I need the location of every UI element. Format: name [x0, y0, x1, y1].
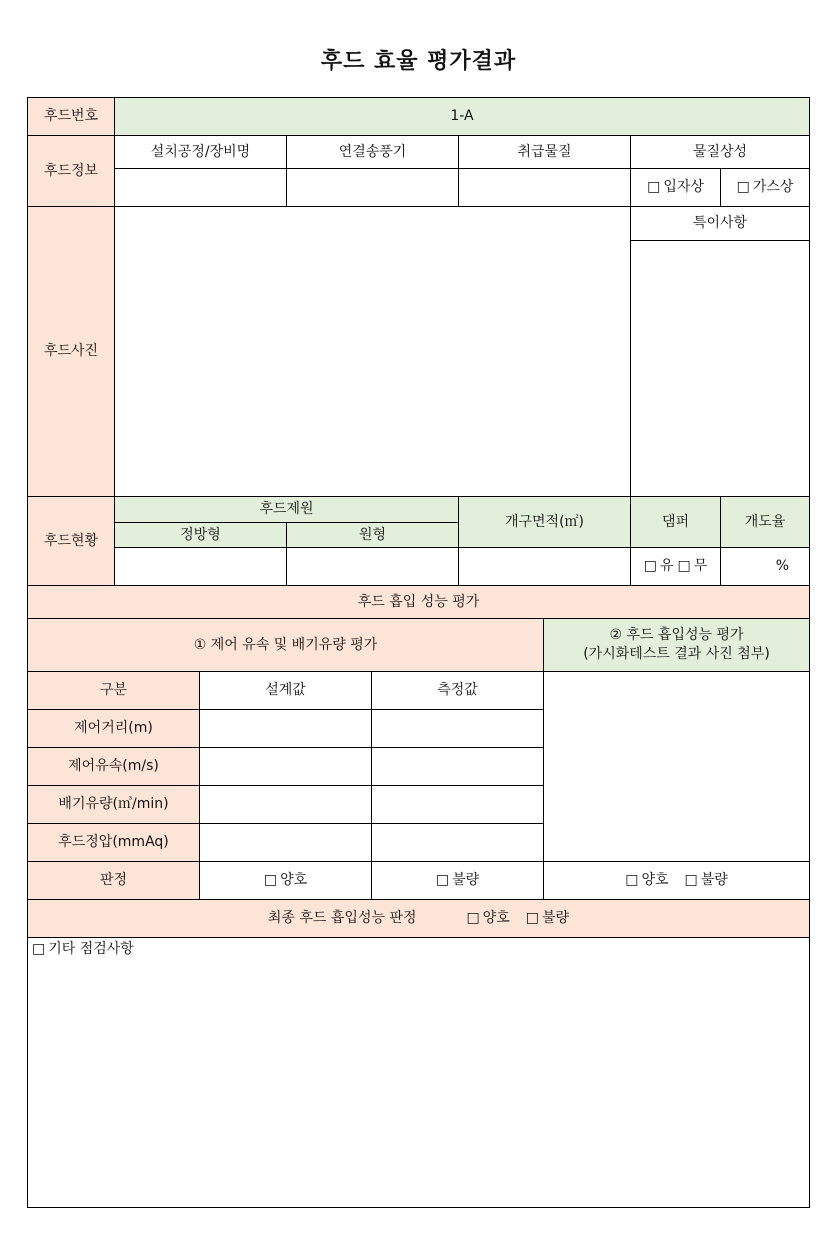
good-label: 양호: [280, 872, 308, 889]
exhaust-flow-design-field[interactable]: [199, 785, 372, 824]
checkbox-icon[interactable]: □: [435, 872, 450, 889]
process-equipment-field[interactable]: [114, 168, 287, 207]
final-good-label: 양호: [482, 910, 510, 927]
visualization-photo-area[interactable]: [543, 671, 810, 862]
process-equipment-header: 설치공정/장비명: [114, 135, 287, 169]
damper-yes-label: 유: [659, 558, 674, 575]
hood-info-label: 후드정보: [27, 135, 115, 207]
final-judgement-row: [27, 899, 810, 938]
damper-options[interactable]: [630, 547, 721, 586]
handled-material-header: 취급물질: [458, 135, 631, 169]
other-notes-label: 기타 점검사항: [48, 941, 134, 957]
control-distance-design-field[interactable]: [199, 709, 372, 748]
control-velocity-label: 제어유속(m/s): [27, 747, 200, 786]
measured-value-header: 측정값: [371, 671, 544, 710]
round-type-field[interactable]: [286, 547, 459, 586]
part2-title-line2: (가시화테스트 결과 사진 첨부): [583, 646, 770, 662]
static-pressure-measured-field[interactable]: [371, 823, 544, 862]
control-distance-label: 제어거리(m): [27, 709, 200, 748]
particle-phase-label: 입자상: [663, 179, 704, 196]
performance-section-title: 후드 흡입 성능 평가: [27, 585, 810, 619]
page-title: 후드 효율 평가결과: [320, 49, 517, 74]
exhaust-flow-label: 배기유량(㎥/min): [27, 785, 200, 824]
gas-phase-option[interactable]: [720, 168, 810, 207]
open-ratio-field[interactable]: [720, 547, 810, 586]
damper-header: 댐퍼: [630, 496, 721, 548]
special-notes-field[interactable]: [630, 240, 810, 497]
part2-title: [543, 618, 810, 672]
checkbox-icon[interactable]: □: [263, 872, 278, 889]
opening-area-field[interactable]: [458, 547, 631, 586]
good-label: 양호: [641, 872, 669, 889]
static-pressure-label: 후드정압(mmAq): [27, 823, 200, 862]
checkbox-icon[interactable]: □: [466, 910, 480, 927]
checkbox-icon[interactable]: □: [647, 179, 661, 196]
round-type-header: 원형: [286, 522, 459, 548]
static-pressure-design-field[interactable]: [199, 823, 372, 862]
hood-photo-label: 후드사진: [27, 206, 115, 497]
hood-spec-header: 후드제원: [114, 496, 459, 523]
checkbox-icon[interactable]: □: [625, 872, 639, 889]
checkbox-icon[interactable]: □: [32, 941, 46, 957]
bad-label: 불량: [452, 872, 480, 889]
hood-status-label: 후드현황: [27, 496, 115, 586]
square-type-field[interactable]: [114, 547, 287, 586]
material-phase-header: 물질상성: [630, 135, 810, 169]
exhaust-flow-measured-field[interactable]: [371, 785, 544, 824]
judgement-good-option[interactable]: [199, 861, 372, 900]
design-value-header: 설계값: [199, 671, 372, 710]
other-notes-area[interactable]: [27, 937, 810, 1208]
final-judgement-label: 최종 후드 흡입성능 판정: [267, 910, 417, 927]
checkbox-icon[interactable]: □: [736, 179, 750, 196]
percent-unit: %: [775, 558, 789, 575]
category-header: 구분: [27, 671, 200, 710]
open-ratio-header: 개도율: [720, 496, 810, 548]
gas-phase-label: 가스상: [752, 179, 794, 196]
checkbox-icon[interactable]: □: [684, 872, 698, 889]
control-velocity-measured-field[interactable]: [371, 747, 544, 786]
hood-no-label: 후드번호: [27, 97, 115, 136]
checkbox-icon[interactable]: □: [677, 558, 691, 575]
damper-no-label: 무: [693, 558, 708, 575]
connected-fan-field[interactable]: [286, 168, 459, 207]
final-bad-label: 불량: [542, 910, 570, 927]
hood-no-value[interactable]: 1-A: [114, 97, 810, 136]
judgement-label: 판정: [27, 861, 200, 900]
part1-title: ① 제어 유속 및 배기유량 평가: [27, 618, 544, 672]
handled-material-field[interactable]: [458, 168, 631, 207]
bad-label: 불량: [700, 872, 728, 889]
control-velocity-design-field[interactable]: [199, 747, 372, 786]
visualization-judgement[interactable]: [543, 861, 810, 900]
particle-phase-option[interactable]: [630, 168, 721, 207]
hood-photo-area[interactable]: [114, 206, 631, 497]
part2-title-line1: ② 후드 흡입성능 평가: [609, 627, 744, 644]
special-notes-header: 특이사항: [630, 206, 810, 241]
judgement-bad-option[interactable]: [371, 861, 544, 900]
connected-fan-header: 연결송풍기: [286, 135, 459, 169]
checkbox-icon[interactable]: □: [525, 910, 540, 927]
opening-area-header: 개구면적(㎡): [458, 496, 631, 548]
checkbox-icon[interactable]: □: [643, 558, 657, 575]
control-distance-measured-field[interactable]: [371, 709, 544, 748]
square-type-header: 정방형: [114, 522, 287, 548]
